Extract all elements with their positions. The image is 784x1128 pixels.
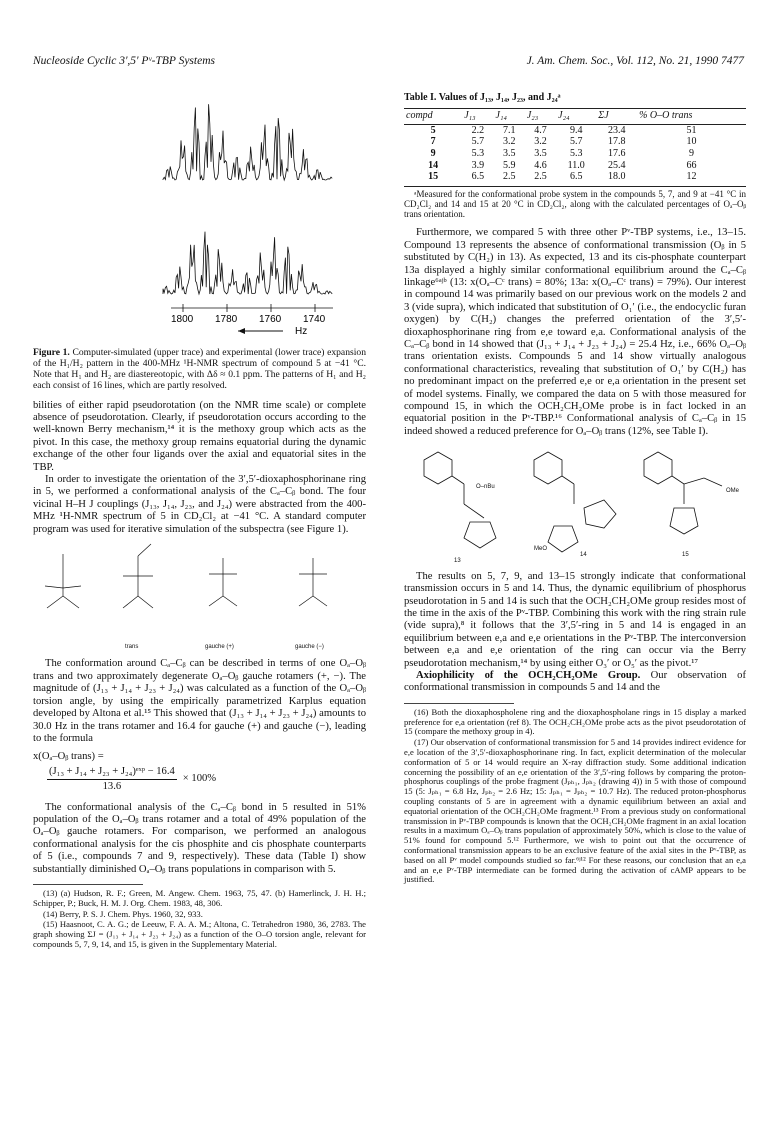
table-cell: 9.4 xyxy=(569,124,583,136)
experimental-trace xyxy=(163,232,332,294)
x-tick-label: 1780 xyxy=(215,314,238,325)
table-cell: 14 xyxy=(428,159,439,171)
table-cell: 2.5 xyxy=(534,171,547,183)
table-cell: 3.5 xyxy=(534,148,547,159)
footnote: (14) Berry, P. S. J. Chem. Phys. 1960, 32, 933. xyxy=(43,908,203,919)
table-cell: 7 xyxy=(430,136,436,148)
substituent-label: MeO xyxy=(534,546,548,553)
table-header-cell: compd xyxy=(404,109,462,124)
table-cell: 5 xyxy=(430,124,436,136)
left-column xyxy=(33,88,366,951)
compound-label-14: 14 xyxy=(580,552,587,559)
footnote-rule xyxy=(33,884,143,885)
rotamer-label-trans: trans xyxy=(125,644,139,651)
nmr-spectrum-figure xyxy=(33,88,366,338)
table-cell: 2.2 xyxy=(471,124,485,136)
paragraph: In order to investigate the orientation of the 3′,5′-dioxaphosphorinane ring in 5, we performed a conformational analysis of the Cₐ–Cᵦ bond. The four vicinal H–H J couplings (J₁₃, J₁₄, J₂₃, and J₂₄) were abstracted from the 400-MHz ¹H-NMR spectrum of 5 in CD₂Cl₂ at −41 °C. A standard computer program was used for iterative simulation of the subspectra (see Figure 1). xyxy=(33,474,366,535)
table-cell: 18.0 xyxy=(607,171,626,183)
footnote: (17) Our observation of conformational transmission for 5 and 14 provides indirect evidence for e,e location of the 3′,5′-dioxaphosphorinane ring. In fact, explicit determination of the molecular conformation of 5 or 14 would require an X-ray diffraction study. Some additional indication concerning the possibility of an e,e orientation of the 3′,5′-ring follows by comparing the proton-phosphorus couplings of the probe fragment (Jₚₕ₁, Jₚₕ₂ (drawing 4)) in 5 with those of compound 15 (5: Jₚₕ₁ = 6.8 Hz, Jₚₕ₂ = 2.6 Hz; 15: Jₚₕ₁ = Jₚₕ₂ = 10.7 Hz). The reduced proton-phosphorus coupling constants of 5 are in agreement with a dynamic equilibrium between an axial and equatorial orientation of the OCH₂CH₂OMe fragment.¹³ From a previous study on conformational transmission in Pᵛ-TBP compounds is known that the OCH₂CH₂OMe fragment in an axial location results in a maximum Oₐ–Oᵦ trans population of approximately 50%, which is close to the value of 51% found for compound 5.¹² Furthermore, we wish to point out that the occurrence of conformational transmission appears to be an exclusive feature of the axial sites in the Pᵛ-TBP, as based on all Pᵛ model compounds studied so far.⁶ʲ¹² For these reasons, our conclusion that an e,a and an e,e Pᵛ-TBP intermediate can be formed during the activation of cAMP appears to be justified. xyxy=(404,737,746,885)
rotamer-projections xyxy=(33,536,366,654)
section-heading: Axiophilicity of the OCH₂CH₂OMe Group. xyxy=(416,669,641,681)
paragraph: Furthermore, we compared 5 with three other Pᵛ-TBP systems, i.e., 13–15. Compound 13 represents the absence of conformational transmission (Oᵦ in 5 substituted by C(H₂) in 13). As expected, 13 and its cis-phosphate counterpart 13a displayed a highly similar conformational equilibrium around the Cₐ–Cᵦ linkage⁶ᵃʲᵇ (13: x(Oₐ–Cᶜ trans) = 80%; 13a: x(Oₐ–Cᶜ trans) = 79%). Our interest in compound 14 was primarily based on our previous work on the models 2 and 3 (vide supra), which indicated that substitution of O₁′ (i.e., the endocyclic furan oxygen) by C(H₂) changes the preferred orientation of the 3′,5′-dioxaphosphorinane ring from e,e toward e,a. Conformational analysis of the Cₐ–Cᵦ bond in 14 showed that (J₁₃ + J₁₄ + J₂₃ + J₂₄) = 25.4 Hz, i.e., 66% Oₐ–Oᵦ trans orientation exists. Compounds 5 and 14 show virtually analogous conformational characteristics, revealing that substitution of O₁′ by C(H₂) has no predominant impact on the preferred e,e or e,a orientation in the present set of model systems. Finally, we compared the data on 5 with those measured for compound 15, in which the OCH₂CH₂OMe probe is in fact locked in an equatorial position in the Pᵛ-TBP.¹⁶ Conformational analysis of Cₐ–Cᵦ in 15 indeed showed a reduced preference for Oₐ–Oᵦ trans (12%, see Table I). xyxy=(404,227,746,437)
table-cell: 17.6 xyxy=(607,148,626,159)
table-1 xyxy=(404,108,746,182)
table-header-cell: ΣJ xyxy=(596,109,637,124)
structures-13-14-15 xyxy=(404,438,746,566)
x-axis-ticks xyxy=(171,304,326,325)
table-cell: 51 xyxy=(686,124,697,136)
table-cell: 23.4 xyxy=(607,124,626,136)
table-header-cell: % O–O trans xyxy=(637,109,746,124)
table-cell: 2.5 xyxy=(502,171,516,183)
formula-denominator: 13.6 xyxy=(102,781,122,793)
x-tick-label: 1760 xyxy=(259,314,282,325)
table-row xyxy=(404,124,746,136)
footnote: (15) Haasnoot, C. A. G.; de Leeuw, F. A. A. M.; Altona, C. Tetrahedron 1980, 36, 2783. The graph showing ΣJ = (J₁₃ + J₁₄ + J₂₃ + J₂₄) as a function of the O–O torsion angle, relevant for compounds 5, 7, 9, 14, and 15, is given in the Supplementary Material. xyxy=(33,919,366,949)
table-cell: 6.5 xyxy=(569,171,583,183)
formula-numerator: (J₁₃ + J₁₄ + J₂₃ + J₂₄)ᵉˣᵖ − 16.4 xyxy=(47,766,177,780)
table-cell: 11.0 xyxy=(567,159,585,171)
table-cell: 6.5 xyxy=(471,171,485,183)
table-cell: 17.8 xyxy=(607,136,626,148)
running-head-right: J. Am. Chem. Soc., Vol. 112, No. 21, 1990 7477 xyxy=(526,55,744,67)
axis-unit: Hz xyxy=(295,326,308,337)
table-row xyxy=(404,148,746,160)
rotamer-label-gauche-minus: gauche (−) xyxy=(295,644,324,651)
table-cell: 66 xyxy=(686,159,697,171)
paragraph: The results on 5, 7, 9, and 13–15 strongly indicate that conformational transmission occurs in 5 and 14. Thus, the dynamic equilibrium of phosphorus pseudorotation in 5 and 14 is such that the OCH₂CH₂OMe group resides most of the time in the axis of the Pᵛ-TBP. Combining this work with the ring strain rule (vide supra),⁸ it follows that the 3′,5′-ring in 5 and 14 is engaged in an equilibrium between e,a and e,e orientations in the Pᵛ-TBP. The interconversion between e,a and e,e orientation of the ring can occur via the Berry pseudorotation mechanism,¹⁴ by using either O₃′ or O₅′ as the pivot.¹⁷ xyxy=(404,570,746,669)
table-cell: 5.9 xyxy=(502,159,516,171)
table-cell: 4.7 xyxy=(534,124,547,136)
table-row xyxy=(404,160,746,172)
table-cell: 3.2 xyxy=(534,136,547,148)
arrow-head xyxy=(238,328,245,334)
right-column xyxy=(404,92,746,886)
footnote: (16) Both the dioxaphospholene ring and the dioxaphospholane rings in 15 display a marked preference for e,a orientation (ref 8). The OCH₂CH₂OMe probe acts as the pivot pseudorotation of 15 (compare the methoxy group in 4). xyxy=(404,706,746,737)
substituent-label: O–nBu xyxy=(476,484,495,491)
compound-label-13: 13 xyxy=(454,558,461,565)
x-tick-label: 1800 xyxy=(171,314,194,325)
table-header-cell: J₁₃ xyxy=(462,109,493,124)
running-head-left: Nucleoside Cyclic 3',5' Pᵛ-TBP Systems xyxy=(33,55,215,67)
table-cell: 7.1 xyxy=(502,124,516,136)
section-paragraph: Axiophilicity of the OCH₂CH₂OMe Group. Our observation of conformational transmission in compounds 5 and 14 and the xyxy=(404,669,747,694)
table-cell: 5.3 xyxy=(471,148,485,159)
table-cell: 5.7 xyxy=(471,136,485,148)
substituent-label: OMe xyxy=(726,488,740,495)
table-cell: 4.6 xyxy=(534,159,547,171)
table-cell: 3.2 xyxy=(502,136,516,148)
paragraph: The conformation around Cₐ–Cᵦ can be described in terms of one Oₐ–Oᵦ trans and two approximately degenerate Oₐ–Oᵦ gauche rotamers (+, −). The magnitude of (J₁₃ + J₁₄ + J₂₃ + J₂₄) was calculated as a function of the Oₐ–Oᵦ torsion angle, by using the empirically parametrized Karplus equation developed by Altona et al.¹⁵ This showed that (J₁₃ + J₁₄ + J₂₃ + J₂₄) amounts to 30.0 Hz in the trans rotamer and 16.4 for gauche (+) and gauche (−), leading to the formula xyxy=(33,658,366,744)
table-header-cell: J₁₄ xyxy=(494,109,525,124)
simulated-trace xyxy=(163,104,332,180)
footnote: (13) (a) Hudson, R. F.; Green, M. Angew. Chem. 1963, 75, 47. (b) Hamerlinck, J. H. H.; Schipper, P.; Buck, H. M. J. Org. Chem. 1983, 48, 306. xyxy=(33,887,366,908)
table-header-cell: J₂₄ xyxy=(556,109,596,124)
table-1-title: Table I. Values of J₁₃, J₁₄, J₂₃, and J₂₄ᵃ xyxy=(404,92,561,103)
paragraph: The conformational analysis of the Cₐ–Cᵦ bond in 5 resulted in 51% population of the Oₐ–Oᵦ trans rotamer and a total of 49% population of the Oₐ–Oᵦ gauche rotamers. For comparison, we performed an analogous conformational analysis for the cis phosphite and cis phosphate counterparts of 5 (i.e., compounds 7 and 9, respectively). These data (Table I) show substantially diminished Oₐ–Oᵦ trans populations in comparison with 5. xyxy=(33,801,366,875)
table-cell: 5.3 xyxy=(569,148,583,159)
table-cell: 25.4 xyxy=(607,159,626,171)
table-cell: 12 xyxy=(686,171,697,183)
figure-1-caption: Figure 1. Computer-simulated (upper trace) and experimental (lower trace) expansion of the H₁/H₂ pattern in the 400-MHz ¹H-NMR spectrum of compound 5 at −41 °C. Note that H₁ and H₂ are diastereotopic, with Δδ ≈ 0.1 ppm. The patterns of H₁ and H₂ each consist of 16 lines, which are partly resolved. xyxy=(33,347,366,391)
table-cell: 5.7 xyxy=(569,136,583,148)
table-cell: 9 xyxy=(689,148,695,159)
table-row xyxy=(404,171,746,183)
table-cell: 10 xyxy=(686,136,697,148)
x-tick-label: 1740 xyxy=(303,314,326,325)
table-cell: 3.9 xyxy=(471,159,485,171)
rotamer-label-gauche-plus: gauche (+) xyxy=(205,644,234,651)
table-cell: 9 xyxy=(430,148,436,159)
table-cell: 15 xyxy=(428,171,439,183)
paragraph: bilities of either rapid pseudorotation (on the NMR time scale) or complete absence of pseudorotation. Clearly, if pseudorotation occurs according to the well-known Berry mechanism,¹⁴ it is the methoxy group which acts as the pivot. In this case, the methoxy group remains equatorial during the dynamic exchange of the other four ligands over the axial and equatorial sites in the TBP. xyxy=(33,399,366,473)
table-header-row xyxy=(404,109,746,124)
table-1-footnote: ᵃMeasured for the conformational probe system in the compounds 5, 7, and 9 at −41 °C in CD₂Cl₂ and 14 and 15 at 20 °C in CD₂Cl₂, along with the calculated percentages of Oₐ–Oᵦ trans orientation. xyxy=(404,186,746,220)
table-header-cell: J₂₃ xyxy=(525,109,556,124)
compound-label-15: 15 xyxy=(682,552,689,559)
trans-population-formula: x(Oₐ–Oᵦ trans) = $\frac{\text{(J₁₃ + J₁₄ + J₂₃ + J₂₄)ᵉˣᵖ − 16.4}}{13.6}$ × 100% xyxy=(33,751,217,793)
footnote-rule xyxy=(404,703,514,704)
table-cell: 3.5 xyxy=(502,148,516,159)
table-row xyxy=(404,136,746,148)
